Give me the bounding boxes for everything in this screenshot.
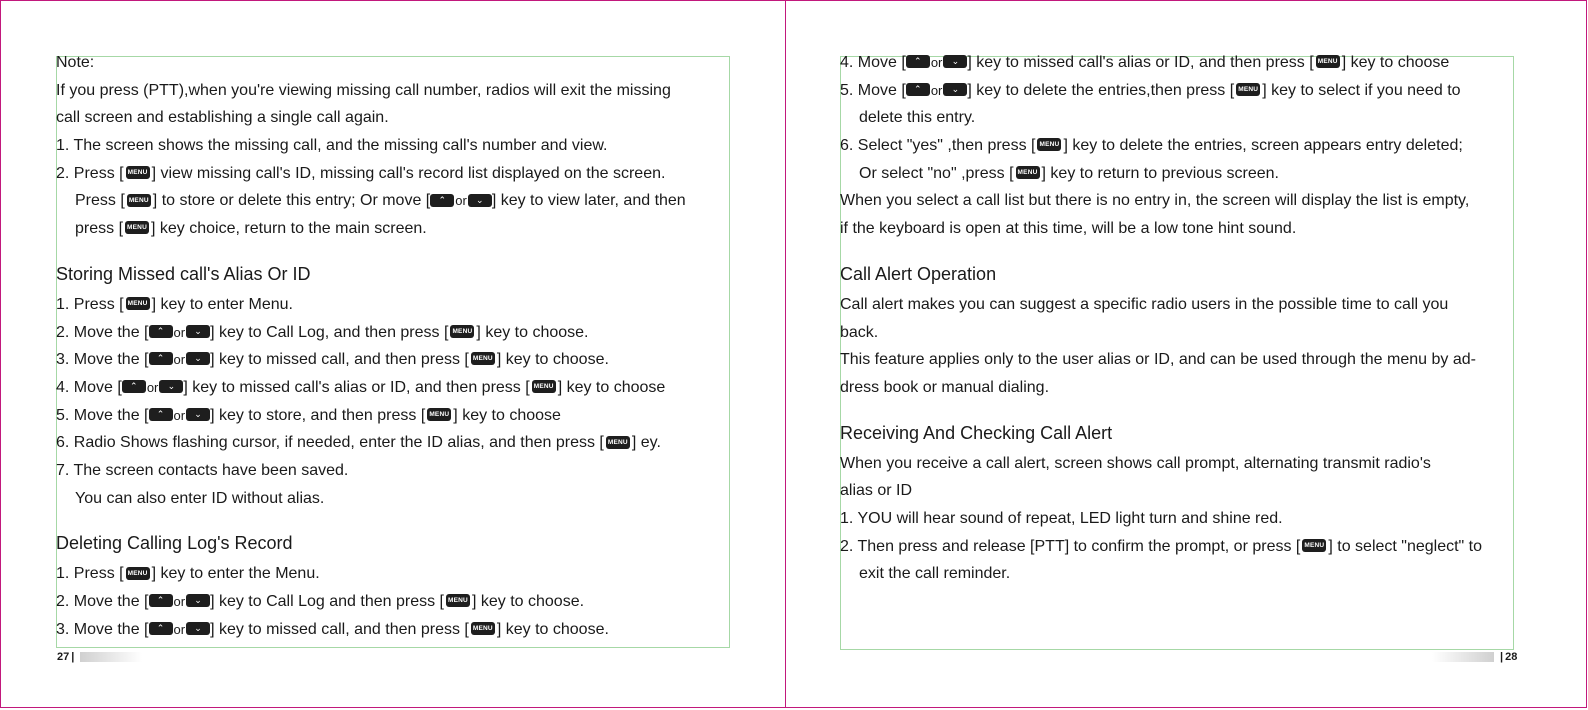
up-arrow-key-icon: ⌃ — [122, 380, 146, 393]
down-arrow-key-icon: ⌄ — [186, 325, 210, 338]
list-item: 2. Press [ MENU ] view missing call's ID, missing call's record list displayed on the screen. — [56, 164, 666, 182]
section-heading-storing: Storing Missed call's Alias Or ID — [56, 263, 311, 284]
left-page-content — [56, 49, 686, 643]
list-item: 1. YOU will hear sound of repeat, LED light turn and shine red. — [840, 509, 1283, 527]
menu-key-icon: MENU — [127, 194, 151, 207]
list-item: You can also enter ID without alias. — [75, 489, 325, 507]
list-item: exit the call reminder. — [859, 565, 1011, 583]
menu-key-icon: MENU — [427, 408, 451, 421]
down-arrow-key-icon: ⌄ — [186, 352, 210, 365]
page-number-bar — [80, 652, 142, 662]
list-item: 2. Move the [ ⌃ or ⌄ ] key to Call Log and then press [ MENU ] key to choose. — [56, 593, 585, 610]
page-number-right: | 28 — [1432, 651, 1517, 663]
paragraph-line: When you select a call list but there is no entry in, the screen will display the list is empty, — [840, 192, 1470, 210]
list-item: Or select "no" ,press [ MENU ] key to return to previous screen. — [859, 164, 1279, 182]
menu-key-icon: MENU — [126, 166, 150, 179]
up-arrow-key-icon: ⌃ — [906, 55, 930, 68]
note-line: call screen and establishing a single call again. — [56, 109, 389, 127]
menu-key-icon: MENU — [446, 594, 470, 607]
list-item: 3. Move the [ ⌃ or ⌄ ] key to missed call, and then press [ MENU ] key to choose. — [56, 620, 609, 638]
menu-key-icon: MENU — [532, 380, 556, 393]
menu-key-icon: MENU — [126, 567, 150, 580]
list-item: 3. Move the [ ⌃ or ⌄ ] key to missed call, and then press [ MENU ] key to choose. — [56, 351, 609, 369]
menu-key-icon: MENU — [1016, 166, 1040, 179]
list-item: 1. The screen shows the missing call, and the missing call's number and view. — [56, 137, 608, 155]
up-arrow-key-icon: ⌃ — [149, 594, 173, 607]
up-arrow-key-icon: ⌃ — [149, 352, 173, 365]
down-arrow-key-icon: ⌄ — [943, 55, 967, 68]
section-heading-deleting: Deleting Calling Log's Record — [56, 533, 293, 554]
menu-key-icon: MENU — [1037, 138, 1061, 151]
paragraph-line: alias or ID — [840, 482, 913, 500]
up-arrow-key-icon: ⌃ — [149, 622, 173, 635]
paragraph-line: back. — [840, 323, 879, 341]
menu-key-icon: MENU — [471, 352, 495, 365]
list-item: 1. Press [ MENU ] key to enter the Menu. — [56, 565, 320, 583]
list-item: 6. Radio Shows flashing cursor, if needed, enter the ID alias, and then press [ MENU ] ey. — [56, 434, 661, 452]
paragraph-line: This feature applies only to the user alias or ID, and can be used through the menu by ad- — [840, 351, 1476, 369]
list-item: 2. Move the [ ⌃ or ⌄ ] key to Call Log, and then press [ MENU ] key to choose. — [56, 323, 589, 341]
section-heading-call-alert-operation: Call Alert Operation — [840, 263, 997, 284]
down-arrow-key-icon: ⌄ — [159, 380, 183, 393]
down-arrow-key-icon: ⌄ — [186, 594, 210, 607]
paragraph-line: When you receive a call alert, screen shows call prompt, alternating transmit radio's — [840, 454, 1431, 472]
note-title: Note: — [56, 54, 95, 71]
paragraph-line: if the keyboard is open at this time, will be a low tone hint sound. — [840, 220, 1297, 238]
list-item: 2. Then press and release [PTT] to confirm the prompt, or press [ MENU ] to select "neglect" to — [840, 537, 1483, 555]
page-number-bar — [1432, 652, 1494, 662]
list-item: delete this entry. — [859, 109, 976, 127]
menu-key-icon: MENU — [450, 325, 474, 338]
menu-key-icon: MENU — [606, 436, 630, 449]
list-item: 6. Select "yes" ,then press [ MENU ] key to delete the entries, screen appears entry deleted; — [840, 137, 1463, 155]
list-item: 4. Move [ ⌃ or ⌄ ] key to missed call's alias or ID, and then press [ MENU ] key to choose — [56, 378, 666, 396]
menu-key-icon: MENU — [1302, 539, 1326, 552]
list-item: 1. Press [ MENU ] key to enter Menu. — [56, 295, 293, 313]
menu-key-icon: MENU — [125, 221, 149, 234]
down-arrow-key-icon: ⌄ — [186, 408, 210, 421]
menu-key-icon: MENU — [126, 297, 150, 310]
note-line: If you press (PTT),when you're viewing missing call number, radios will exit the missing — [56, 81, 671, 99]
up-arrow-key-icon: ⌃ — [149, 325, 173, 338]
menu-key-icon: MENU — [1316, 55, 1340, 68]
up-arrow-key-icon: ⌃ — [430, 194, 454, 207]
down-arrow-key-icon: ⌄ — [943, 83, 967, 96]
up-arrow-key-icon: ⌃ — [906, 83, 930, 96]
down-arrow-key-icon: ⌄ — [468, 194, 492, 207]
list-item: 7. The screen contacts have been saved. — [56, 461, 349, 479]
paragraph-line: dress book or manual dialing. — [840, 378, 1050, 396]
list-item: 5. Move [ ⌃ or ⌄ ] key to delete the entries,then press [ MENU ] key to select if you need to — [840, 81, 1461, 99]
page-number-left: 27 | — [57, 651, 142, 663]
list-item: press [ MENU ] key choice, return to the main screen. — [75, 220, 427, 238]
paragraph-line: Call alert makes you can suggest a specific radio users in the possible time to call you — [840, 295, 1449, 313]
up-arrow-key-icon: ⌃ — [149, 408, 173, 421]
list-item: 4. Move [ ⌃ or ⌄ ] key to missed call's alias or ID, and then press [ MENU ] key to choose — [840, 54, 1450, 71]
menu-key-icon: MENU — [471, 622, 495, 635]
list-item: 5. Move the [ ⌃ or ⌄ ] key to store, and then press [ MENU ] key to choose — [56, 406, 561, 424]
down-arrow-key-icon: ⌄ — [186, 622, 210, 635]
right-page-content — [840, 49, 1482, 588]
menu-key-icon: MENU — [1236, 83, 1260, 96]
list-item: Press [ MENU ] to store or delete this entry; Or move [ ⌃ or ⌄ ] key to view later, and then — [75, 192, 686, 210]
section-heading-receiving: Receiving And Checking Call Alert — [840, 422, 1113, 443]
